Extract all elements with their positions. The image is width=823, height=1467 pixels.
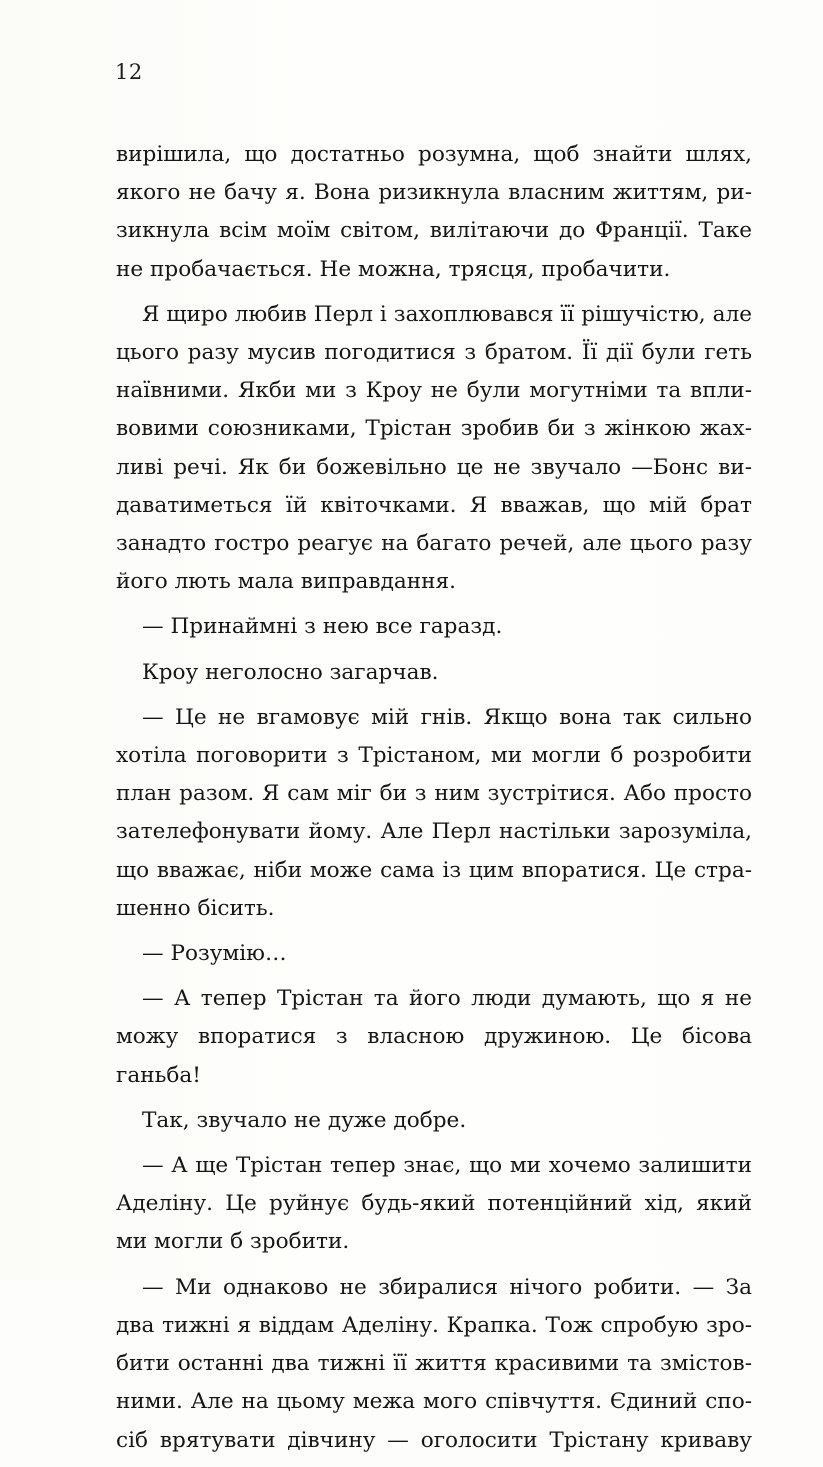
text-line: два тижні я віддам Аделіну. Крапка. Тож спробую зро-	[116, 1312, 752, 1338]
text-line: хотіла поговорити з Трістаном, ми могли б розробити	[116, 743, 752, 769]
text-line: — Ми однаково не збиралися нічого робити. — За	[142, 1274, 752, 1300]
text-line: ними. Але на цьому межа мого співчуття. Єдиний спо-	[116, 1389, 752, 1415]
text-line: — А ще Трістан тепер знає, що ми хочемо залишити	[142, 1153, 752, 1179]
text-line: Я щиро любив Перл і захоплювався її рішучістю, але	[142, 301, 752, 327]
text-line: бити останні два тижні її життя красивими та змістов-	[116, 1351, 752, 1377]
page-number: 12	[115, 60, 143, 84]
text-line: зикнула всім моїм світом, вилітаючи до Франції. Таке	[116, 218, 752, 244]
text-line: — Розумію…	[142, 941, 287, 967]
text-line: не пробачається. Не можна, трясця, пробачити.	[116, 256, 671, 282]
paragraph	[116, 699, 752, 928]
text-line: вовими союзниками, Трістан зробив би з жінкою жах-	[116, 416, 752, 442]
paragraph	[116, 935, 752, 973]
text-line: сіб врятувати дівчину — оголосити Трістану криваву	[116, 1427, 752, 1453]
paragraph	[116, 980, 752, 1095]
paragraph	[116, 654, 752, 692]
text-line: якого не бачу я. Вона ризикнула власним життям, ри-	[116, 180, 752, 206]
text-line: наївними. Якби ми з Кроу не були могутніми та впли-	[116, 378, 752, 404]
body-text	[116, 136, 752, 1467]
paragraph	[116, 1102, 752, 1140]
paragraph	[116, 608, 752, 646]
text-line: його лють мала виправдання.	[116, 569, 457, 595]
text-line: шенно бісить.	[116, 895, 275, 921]
text-line: цього разу мусив погодитися з братом. Її дії були геть	[116, 340, 752, 366]
paragraph	[116, 1147, 752, 1262]
text-line: Так, звучало не дуже добре.	[142, 1107, 467, 1133]
text-line: даватиметься їй квіточками. Я вважав, що мій брат	[116, 492, 752, 518]
text-line: — Це не вгамовує мій гнів. Якщо вона так сильно	[142, 704, 752, 730]
text-line: Аделіну. Це руйнує будь-який потенційний хід, який	[116, 1191, 752, 1217]
text-line: ми могли б зробити.	[116, 1229, 350, 1255]
text-line: можу впоратися з власною дружиною. Це бісова ганьба!	[116, 1024, 752, 1088]
text-line: занадто гостро реагує на багато речей, але цього разу	[116, 531, 752, 557]
text-line: Кроу неголосно загарчав.	[142, 659, 439, 685]
text-line: — А тепер Трістан та його люди думають, що я не	[142, 986, 752, 1012]
paragraph	[116, 296, 752, 602]
paragraph	[116, 136, 752, 289]
text-line: що вважає, ніби може сама із цим впоратися. Це стра-	[116, 857, 752, 883]
paragraph	[116, 1269, 752, 1460]
text-line: — Принаймні з нею все гаразд.	[142, 614, 503, 640]
text-line: зателефонувати йому. Але Перл настільки зарозуміла,	[116, 819, 752, 845]
text-line: ливі речі. Як би божевільно це не звучало —Бонс ви-	[116, 454, 752, 480]
text-line: вирішила, що достатньо розумна, щоб знайти шлях,	[116, 142, 752, 167]
text-line: план разом. Я сам міг би з ним зустрітися. Або просто	[116, 781, 752, 807]
